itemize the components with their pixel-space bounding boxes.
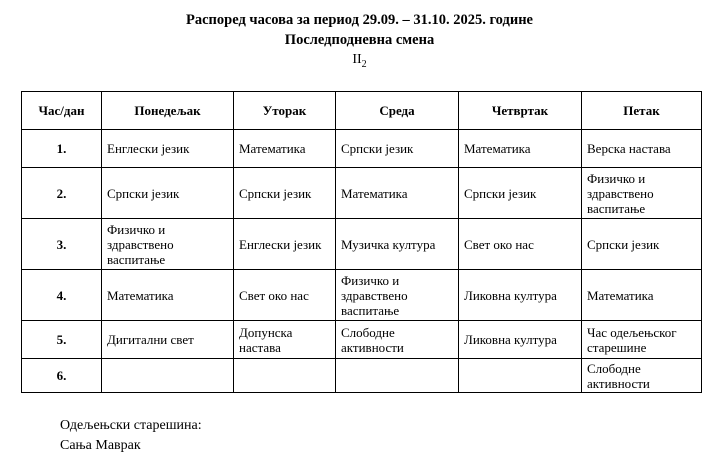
table-cell: Математика (234, 130, 336, 168)
table-cell: Ликовна култура (459, 321, 582, 359)
table-cell: Верска настава (582, 130, 702, 168)
table-cell: Математика (459, 130, 582, 168)
table-cell: Дигитални свет (102, 321, 234, 359)
table-cell (234, 359, 336, 393)
table-row (22, 321, 702, 359)
table-cell: Музичка култура (336, 219, 459, 270)
hour-number: 6. (22, 359, 102, 393)
table-cell: Физичко и здравствено васпитање (102, 219, 234, 270)
homeroom-teacher-label: Одељењски старешина: (60, 418, 202, 433)
table-cell: Енглески језик (102, 130, 234, 168)
table-cell: Физичко и здравствено васпитање (582, 168, 702, 219)
table-row (22, 359, 702, 393)
table-cell: Слободне активности (336, 321, 459, 359)
table-cell: Српски језик (336, 130, 459, 168)
class-label (0, 50, 719, 75)
schedule-table (21, 91, 702, 393)
table-cell: Слободне активности (582, 359, 702, 393)
table-cell: Енглески језик (234, 219, 336, 270)
table-row (22, 168, 702, 219)
table-cell: Математика (582, 270, 702, 321)
class-grade: II (352, 52, 362, 67)
hour-number: 4. (22, 270, 102, 321)
table-cell: Математика (102, 270, 234, 321)
table-cell (336, 359, 459, 393)
signature-block (60, 416, 202, 456)
column-header-friday: Петак (582, 92, 702, 130)
table-cell: Час одељењског старешине (582, 321, 702, 359)
table-cell: Допунска настава (234, 321, 336, 359)
document-header (0, 10, 719, 75)
hour-number: 2. (22, 168, 102, 219)
schedule-title: Распоред часова за период 29.09. – 31.10. 2025. године (186, 12, 533, 28)
table-cell (459, 359, 582, 393)
table-cell: Српски језик (459, 168, 582, 219)
column-header-monday: Понедељак (102, 92, 234, 130)
table-row (22, 130, 702, 168)
table-cell: Српски језик (582, 219, 702, 270)
table-cell: Математика (336, 168, 459, 219)
table-row (22, 270, 702, 321)
homeroom-teacher-name: Сања Маврак (60, 438, 141, 453)
shift-subtitle: Последподневна смена (284, 32, 435, 48)
column-header-thursday: Четвртак (459, 92, 582, 130)
column-header-tuesday: Уторак (234, 92, 336, 130)
table-cell: Српски језик (102, 168, 234, 219)
table-cell: Физичко и здравствено васпитање (336, 270, 459, 321)
table-cell: Свет око нас (234, 270, 336, 321)
column-header-wednesday: Среда (336, 92, 459, 130)
column-header-hour-day: Час/дан (22, 92, 102, 130)
hour-number: 5. (22, 321, 102, 359)
table-row (22, 219, 702, 270)
table-cell: Свет око нас (459, 219, 582, 270)
class-section: 2 (361, 58, 367, 70)
table-cell: Српски језик (234, 168, 336, 219)
hour-number: 3. (22, 219, 102, 270)
hour-number: 1. (22, 130, 102, 168)
table-cell (102, 359, 234, 393)
table-header-row (22, 92, 702, 130)
table-cell: Ликовна култура (459, 270, 582, 321)
